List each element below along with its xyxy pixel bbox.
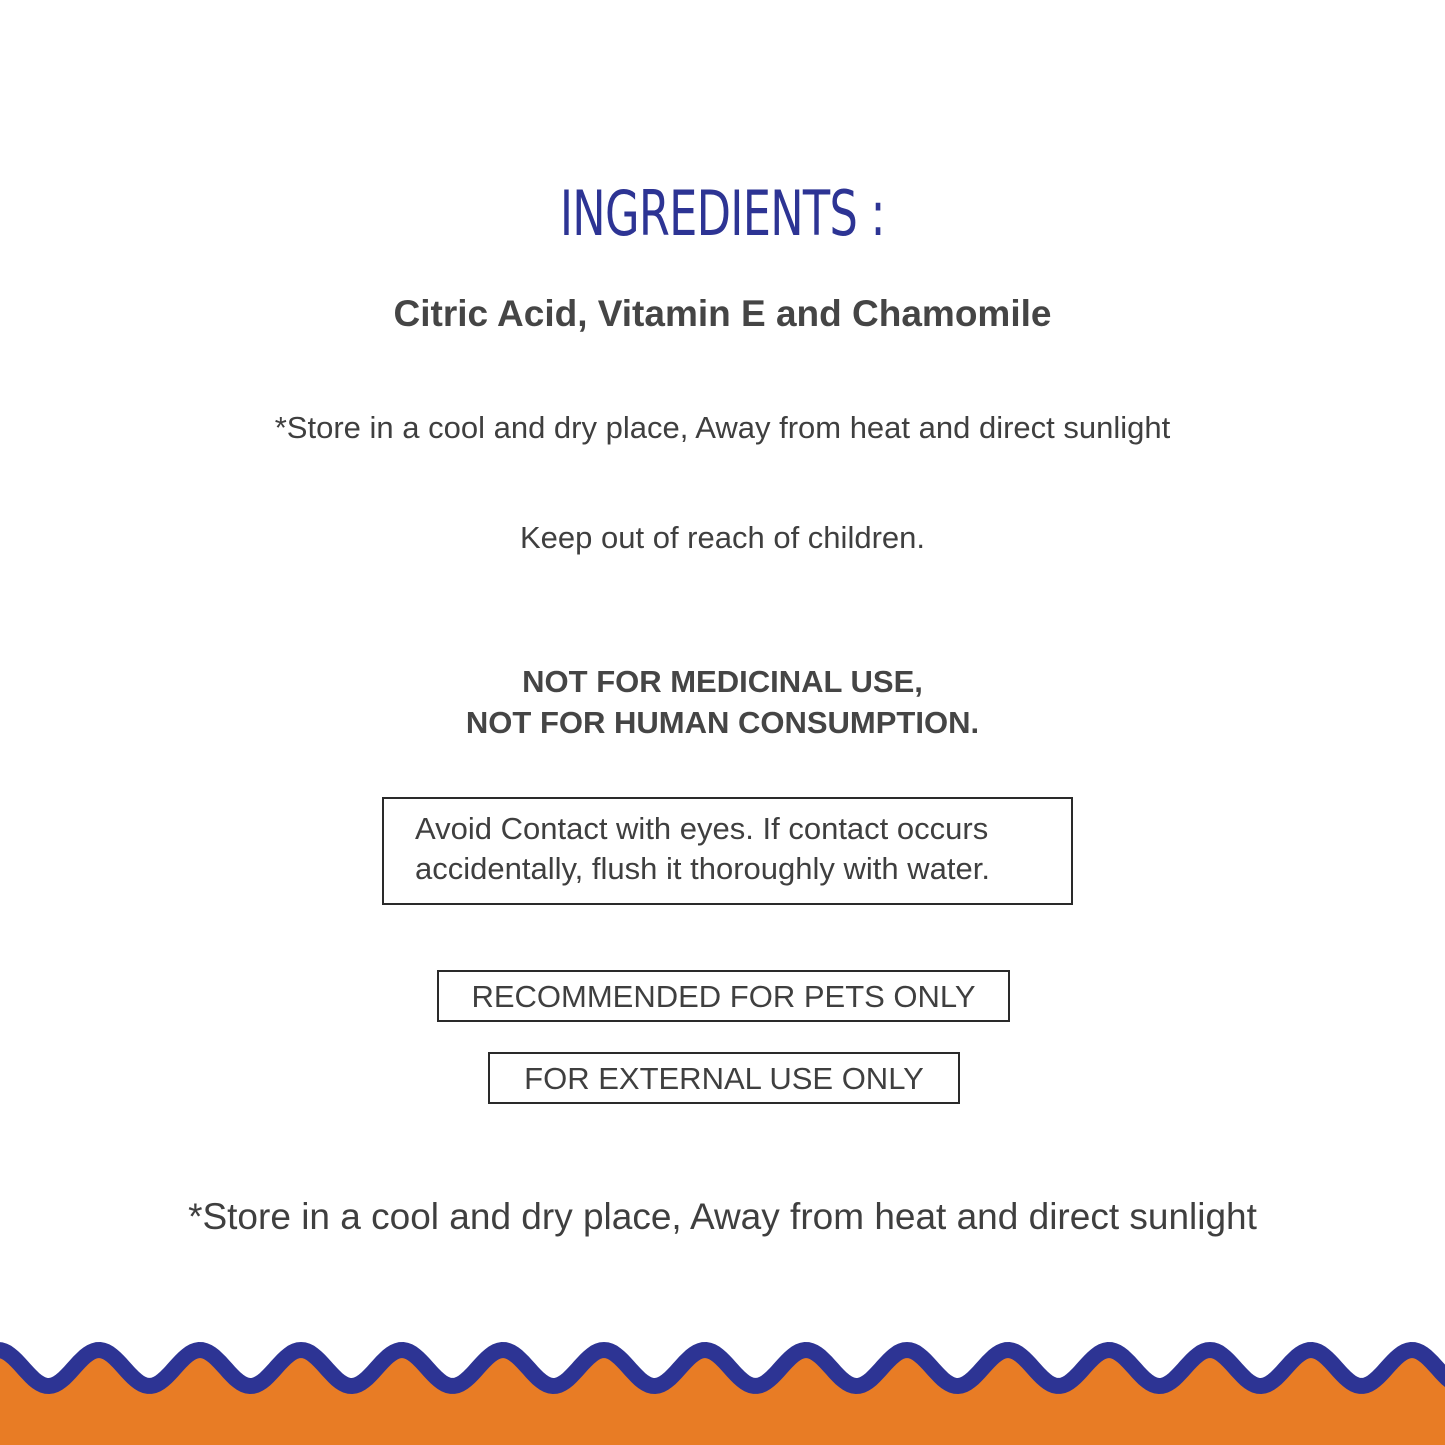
warning-line-1: NOT FOR MEDICINAL USE, [522,664,923,699]
warning-block [0,661,1445,743]
storage-note-bottom: *Store in a cool and dry place, Away from heat and direct sunlight [188,1196,1257,1237]
contact-line-1: Avoid Contact with eyes. If contact occurs [415,811,989,846]
ingredients-list: Citric Acid, Vitamin E and Chamomile [393,293,1052,334]
wave-border-decoration [0,1330,1445,1445]
pets-only-box: RECOMMENDED FOR PETS ONLY [437,970,1010,1022]
contact-line-2: accidentally, flush it thoroughly with water. [415,851,990,886]
storage-note: *Store in a cool and dry place, Away from heat and direct sunlight [274,410,1171,445]
warning-line-2: NOT FOR HUMAN CONSUMPTION. [465,705,980,740]
contact-warning-box [382,797,1073,905]
page-title: INGREDIENTS : [559,177,885,250]
keep-out-note: Keep out of reach of children. [520,520,925,555]
external-use-box: FOR EXTERNAL USE ONLY [488,1052,960,1104]
